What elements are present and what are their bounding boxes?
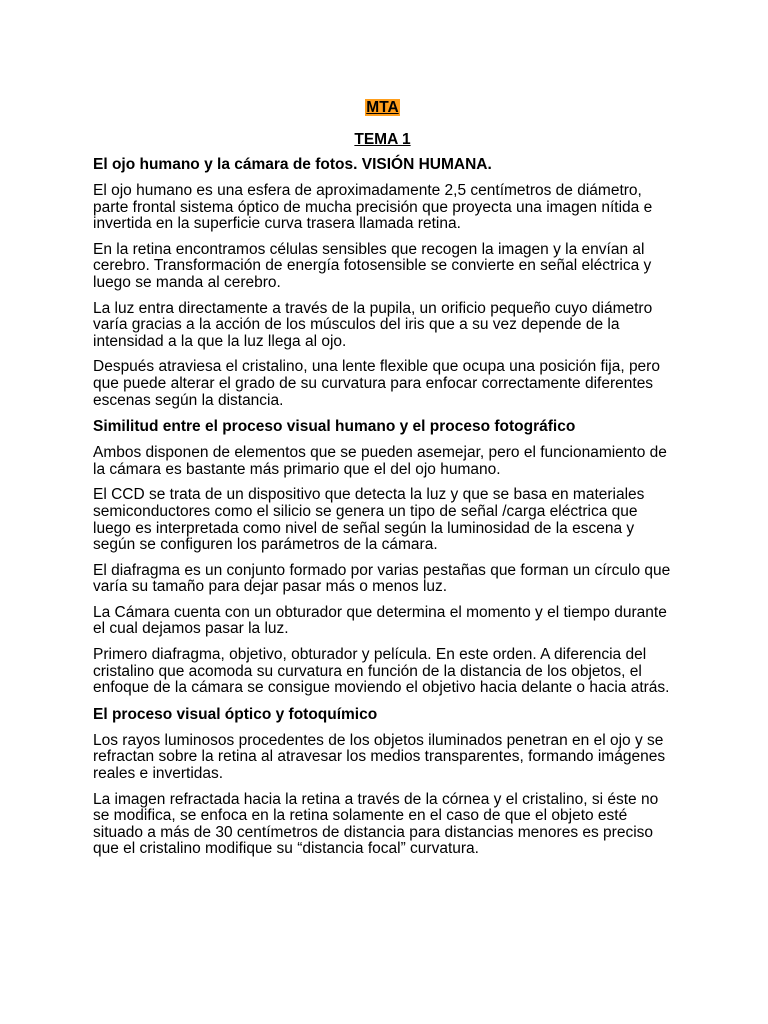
paragraph: La imagen refractada hacia la retina a través de la córnea y el cristalino, si éste no se modifica, se enfoca en la retina solamente en el caso de que el objeto esté situado a más de 30 centímetros de distancia para distancias menores es preciso que el cristalino modifique su “distancia focal” curvatura. <box>93 790 659 858</box>
paragraph: El diafragma es un conjunto formado por varias pestañas que forman un círculo que varía su tamaño para dejar pasar más o menos luz. <box>93 561 671 596</box>
paragraph: Después atraviesa el cristalino, una lente flexible que ocupa una posición fija, pero que puede alterar el grado de su curvatura para enfocar correctamente diferentes escenas según la distancia. <box>93 358 660 409</box>
document-title-text: MTA <box>366 99 399 116</box>
section-heading: El ojo humano y la cámara de fotos. VISIÓN HUMANA. <box>93 156 492 173</box>
section-heading: Similitud entre el proceso visual humano y el proceso fotográfico <box>93 418 576 436</box>
paragraph: La luz entra directamente a través de la pupila, un orificio pequeño cuyo diámetro varía gracias a la acción de los músculos del iris que a su vez depende de la intensidad a la que la luz llega al ojo. <box>93 299 653 350</box>
document-title <box>93 98 672 118</box>
section-heading: El proceso visual óptico y fotoquímico <box>93 705 378 723</box>
paragraph: Primero diafragma, objetivo, obturador y película. En este orden. A diferencia del cristalino que acomoda su curvatura en función de la distancia de los objetos, el enfoque de la cámara se consigue moviendo el objetivo hacia delante o hacia atrás. <box>93 646 670 697</box>
paragraph: En la retina encontramos células sensibles que recogen la imagen y la envían al cerebro. Transformación de energía fotosensible se convierte en señal eléctrica y luego se manda al cerebro. <box>93 240 652 291</box>
paragraph: Los rayos luminosos procedentes de los objetos iluminados penetran en el ojo y se refractan sobre la retina al atravesar los medios transparentes, formando imágenes reales e invertidas. <box>93 731 666 783</box>
paragraph: El CCD se trata de un dispositivo que detecta la luz y que se basa en materiales semiconductores como el silicio se genera un tipo de señal /carga eléctrica que luego es interpretada como nivel de señal según la luminosidad de la escena y según se configuren los parámetros de la cámara. <box>93 486 645 554</box>
document-subtitle: TEMA 1 <box>354 131 411 148</box>
paragraph: La Cámara cuenta con un obturador que determina el momento y el tiempo durante el cual dejamos pasar la luz. <box>93 603 667 638</box>
paragraph: Ambos disponen de elementos que se pueden asemejar, pero el funcionamiento de la cámara es bastante más primario que el del ojo humano. <box>93 444 667 478</box>
paragraph: El ojo humano es una esfera de aproximadamente 2,5 centímetros de diámetro, parte frontal sistema óptico de mucha precisión que proyecta una imagen nítida e invertida en la superficie curva trasera llamada retina. <box>93 182 653 233</box>
